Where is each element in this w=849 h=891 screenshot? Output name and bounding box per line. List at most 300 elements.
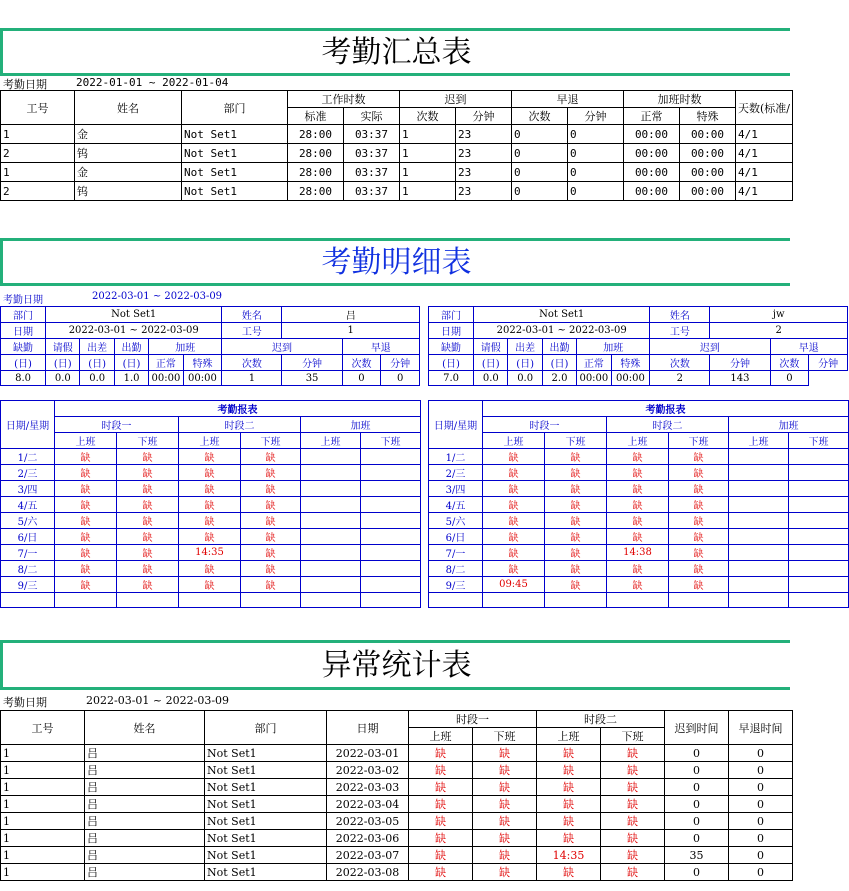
table-row	[1, 577, 421, 593]
table-cell: 23	[456, 182, 512, 201]
table-cell: 缺	[537, 813, 601, 830]
punch-cell: 缺	[117, 465, 179, 481]
table-cell: 00:00	[680, 163, 736, 182]
detail-info-left	[0, 306, 420, 386]
hdr-minutes: 分钟	[456, 108, 512, 125]
empty-cell	[361, 513, 421, 529]
punch-cell: 缺	[669, 529, 729, 545]
table-cell: 00:00	[624, 125, 680, 144]
hdr-overtime: 加班时数	[624, 91, 736, 108]
punch-cell: 缺	[669, 481, 729, 497]
absent-label: 缺勤	[429, 339, 474, 355]
day-unit-label: (日)	[474, 355, 508, 371]
table-cell: 0	[665, 813, 729, 830]
dept-value: Not Set1	[474, 307, 650, 323]
empty-cell	[1, 593, 55, 608]
empty-cell	[789, 545, 849, 561]
day-unit-label: (日)	[542, 355, 576, 371]
punch-cell: 缺	[55, 497, 117, 513]
table-cell: 1	[400, 182, 456, 201]
table-cell: 0	[568, 125, 624, 144]
table-row	[1, 513, 421, 529]
table-cell: 吕	[85, 847, 205, 864]
punch-cell: 缺	[483, 449, 545, 465]
overtime-label: 加班	[149, 339, 222, 355]
table-cell: 钨	[75, 182, 182, 201]
table-cell: 0	[665, 779, 729, 796]
table-cell: 1	[1, 813, 85, 830]
table-cell: 2	[1, 144, 75, 163]
day-label: 3/四	[429, 481, 483, 497]
abnormal-date-range: 2022-03-01 ~ 2022-03-09	[86, 694, 230, 707]
hdr-days: 天数(标准/	[736, 91, 793, 125]
stat-value: 2	[650, 371, 710, 386]
table-cell: 0	[568, 182, 624, 201]
table-cell: 00:00	[680, 125, 736, 144]
stat-value: 1.0	[114, 371, 148, 386]
table-cell: 2022-03-06	[327, 830, 409, 847]
day-label: 8/二	[429, 561, 483, 577]
punch-cell: 缺	[117, 561, 179, 577]
stat-value: 8.0	[1, 371, 46, 386]
empty-cell	[301, 593, 361, 608]
table-cell: 1	[1, 864, 85, 881]
table-row	[1, 796, 793, 813]
empty-cell	[789, 465, 849, 481]
empty-cell	[361, 449, 421, 465]
table-cell: 缺	[601, 745, 665, 762]
table-cell: 0	[512, 125, 568, 144]
on-header: 上班	[729, 433, 789, 449]
table-row	[429, 561, 849, 577]
table-cell: 缺	[409, 745, 473, 762]
day-label: 6/日	[429, 529, 483, 545]
minutes-label: 分钟	[381, 355, 420, 371]
empty-cell	[789, 577, 849, 593]
day-label: 4/五	[1, 497, 55, 513]
table-cell: 4/1	[736, 182, 793, 201]
empty-cell	[361, 529, 421, 545]
empty-cell	[301, 561, 361, 577]
leave-label: 请假	[474, 339, 508, 355]
empty-cell	[179, 593, 241, 608]
name-value: jw	[710, 307, 848, 323]
hdr-times: 次数	[400, 108, 456, 125]
report-title: 考勤报表	[483, 401, 849, 417]
stat-value: 0.0	[80, 371, 114, 386]
table-row	[429, 513, 849, 529]
table-cell: 缺	[409, 813, 473, 830]
empty-cell	[361, 481, 421, 497]
punch-cell: 缺	[117, 513, 179, 529]
ot-header: 加班	[729, 417, 849, 433]
table-cell: 00:00	[680, 182, 736, 201]
table-cell: Not Set1	[205, 864, 327, 881]
stat-value: 1	[222, 371, 282, 386]
punch-cell: 缺	[607, 513, 669, 529]
hdr-normal: 正常	[624, 108, 680, 125]
punch-cell: 缺	[55, 529, 117, 545]
stat-value: 0	[381, 371, 420, 386]
day-label: 7/一	[1, 545, 55, 561]
table-cell: Not Set1	[205, 779, 327, 796]
empty-cell	[607, 593, 669, 608]
hdr-actual: 实际	[344, 108, 400, 125]
table-cell: 缺	[473, 796, 537, 813]
table-cell: 23	[456, 144, 512, 163]
empty-cell	[301, 545, 361, 561]
hdr-dept: 部门	[182, 91, 288, 125]
table-cell: 缺	[409, 847, 473, 864]
table-cell: 吕	[85, 762, 205, 779]
hdr-late: 迟到	[400, 91, 512, 108]
table-cell: 03:37	[344, 144, 400, 163]
day-label: 9/三	[1, 577, 55, 593]
table-cell: 1	[1, 762, 85, 779]
table-cell: 0	[665, 796, 729, 813]
empty-cell	[361, 497, 421, 513]
table-row	[1, 125, 793, 144]
table-cell: Not Set1	[205, 813, 327, 830]
table-cell: Not Set1	[205, 745, 327, 762]
times-label: 次数	[650, 355, 710, 371]
empty-cell	[301, 513, 361, 529]
table-cell: 2022-03-02	[327, 762, 409, 779]
punch-cell: 缺	[669, 497, 729, 513]
punch-cell: 缺	[241, 561, 301, 577]
table-cell: 缺	[473, 864, 537, 881]
empty-cell	[301, 529, 361, 545]
table-cell: 1	[1, 847, 85, 864]
stat-value: 7.0	[429, 371, 474, 386]
ab-hdr-off1: 下班	[473, 728, 537, 745]
on-header: 上班	[301, 433, 361, 449]
table-cell: 1	[1, 796, 85, 813]
hdr-std: 标准	[288, 108, 344, 125]
day-unit-label: (日)	[46, 355, 80, 371]
detail-info-right	[428, 306, 848, 386]
empty-cell	[241, 593, 301, 608]
punch-cell: 缺	[55, 545, 117, 561]
table-cell: 28:00	[288, 144, 344, 163]
table-cell: 缺	[601, 779, 665, 796]
punch-cell: 缺	[241, 497, 301, 513]
times-label: 次数	[222, 355, 282, 371]
day-label: 8/二	[1, 561, 55, 577]
empty-cell	[729, 529, 789, 545]
table-cell: 0	[729, 796, 793, 813]
table-cell: 缺	[473, 762, 537, 779]
table-cell: 03:37	[344, 182, 400, 201]
table-cell: Not Set1	[205, 762, 327, 779]
table-row	[429, 465, 849, 481]
detail-date-range: 2022-03-01 ~ 2022-03-09	[92, 291, 223, 302]
normal-label: 正常	[577, 355, 611, 371]
table-row	[1, 449, 421, 465]
early-label: 早退	[342, 339, 419, 355]
punch-cell: 缺	[545, 529, 607, 545]
hdr-minutes2: 分钟	[568, 108, 624, 125]
ab-hdr-dept: 部门	[205, 711, 327, 745]
table-cell: 0	[729, 813, 793, 830]
empty-cell	[729, 561, 789, 577]
name-label: 姓名	[650, 307, 710, 323]
day-unit-label: (日)	[508, 355, 542, 371]
punch-cell: 缺	[179, 577, 241, 593]
table-row	[1, 545, 421, 561]
empty-cell	[789, 481, 849, 497]
punch-cell: 缺	[55, 561, 117, 577]
day-label: 3/四	[1, 481, 55, 497]
table-cell: 0	[729, 864, 793, 881]
dept-label: 部门	[1, 307, 46, 323]
table-cell: 缺	[409, 864, 473, 881]
table-cell: 缺	[409, 830, 473, 847]
table-cell: 缺	[537, 796, 601, 813]
trip-label: 出差	[508, 339, 542, 355]
slot2-header: 时段二	[607, 417, 729, 433]
ab-hdr-id: 工号	[1, 711, 85, 745]
day-label: 2/三	[429, 465, 483, 481]
table-cell: 缺	[473, 745, 537, 762]
empty-cell	[301, 449, 361, 465]
table-cell: 缺	[601, 847, 665, 864]
stat-value: 0	[342, 371, 381, 386]
punch-cell: 缺	[55, 465, 117, 481]
empty-cell	[361, 545, 421, 561]
stat-value: 143	[710, 371, 770, 386]
table-cell: Not Set1	[182, 182, 288, 201]
on-header: 上班	[483, 433, 545, 449]
day-unit-label: (日)	[429, 355, 474, 371]
table-cell: 缺	[601, 864, 665, 881]
empty-cell	[729, 513, 789, 529]
name-value: 吕	[282, 307, 420, 323]
table-cell: 1	[400, 144, 456, 163]
off-header: 下班	[241, 433, 301, 449]
ab-hdr-on2: 上班	[537, 728, 601, 745]
stat-value: 0.0	[508, 371, 542, 386]
empty-cell	[483, 593, 545, 608]
name-label: 姓名	[222, 307, 282, 323]
table-cell: 0	[568, 163, 624, 182]
empty-cell	[789, 593, 849, 608]
punch-cell: 缺	[241, 449, 301, 465]
special-label: 特殊	[611, 355, 650, 371]
punch-cell: 缺	[241, 513, 301, 529]
table-cell: 28:00	[288, 182, 344, 201]
slot1-header: 时段一	[55, 417, 179, 433]
table-row	[1, 762, 793, 779]
punch-cell: 缺	[545, 513, 607, 529]
day-label: 5/六	[1, 513, 55, 529]
table-cell: 2022-03-07	[327, 847, 409, 864]
punch-cell: 缺	[241, 481, 301, 497]
table-row	[1, 561, 421, 577]
table-row	[1, 779, 793, 796]
hdr-early: 早退	[512, 91, 624, 108]
punch-cell: 缺	[607, 529, 669, 545]
trip-label: 出差	[80, 339, 114, 355]
empty-cell	[729, 593, 789, 608]
minutes-label: 分钟	[809, 355, 848, 371]
on-header: 上班	[55, 433, 117, 449]
ab-hdr-late: 迟到时间	[665, 711, 729, 745]
punch-cell: 缺	[179, 497, 241, 513]
table-cell: 4/1	[736, 163, 793, 182]
empty-cell	[361, 561, 421, 577]
table-cell: Not Set1	[205, 847, 327, 864]
blank-row	[1, 593, 421, 608]
table-cell: 吕	[85, 745, 205, 762]
day-unit-label: (日)	[114, 355, 148, 371]
punch-cell: 缺	[669, 513, 729, 529]
id-value: 1	[282, 323, 420, 339]
table-cell: 金	[75, 163, 182, 182]
abnormal-title: 异常统计表	[0, 640, 790, 690]
ab-hdr-slot1: 时段一	[409, 711, 537, 728]
table-cell: Not Set1	[182, 163, 288, 182]
punch-cell: 缺	[241, 529, 301, 545]
table-row	[1, 847, 793, 864]
punch-cell: 缺	[483, 497, 545, 513]
table-cell: 0	[729, 762, 793, 779]
table-cell: 1	[1, 830, 85, 847]
empty-cell	[55, 593, 117, 608]
stat-value: 00:00	[577, 371, 611, 386]
empty-cell	[729, 465, 789, 481]
ab-hdr-on1: 上班	[409, 728, 473, 745]
table-cell: 4/1	[736, 144, 793, 163]
table-row	[1, 465, 421, 481]
punch-cell: 缺	[117, 577, 179, 593]
on-header: 上班	[607, 433, 669, 449]
abnormal-table	[0, 710, 793, 881]
table-cell: 缺	[409, 796, 473, 813]
times-label: 次数	[770, 355, 809, 371]
table-cell: 吕	[85, 830, 205, 847]
table-row	[1, 144, 793, 163]
table-cell: 1	[1, 163, 75, 182]
table-cell: 2022-03-04	[327, 796, 409, 813]
table-cell: 缺	[537, 864, 601, 881]
empty-cell	[117, 593, 179, 608]
table-cell: 23	[456, 163, 512, 182]
punch-cell: 缺	[179, 561, 241, 577]
overtime-label: 加班	[577, 339, 650, 355]
table-cell: 吕	[85, 796, 205, 813]
punch-cell: 缺	[179, 529, 241, 545]
punch-cell: 缺	[55, 481, 117, 497]
hdr-special: 特殊	[680, 108, 736, 125]
table-cell: 0	[665, 864, 729, 881]
table-row	[1, 864, 793, 881]
leave-label: 请假	[46, 339, 80, 355]
punch-cell: 缺	[241, 465, 301, 481]
table-row	[1, 481, 421, 497]
summary-date-label: 考勤日期	[3, 78, 47, 91]
stat-value: 0	[770, 371, 809, 386]
date-value: 2022-03-01 ~ 2022-03-09	[46, 323, 222, 339]
absent-label: 缺勤	[1, 339, 46, 355]
empty-cell	[301, 577, 361, 593]
off-header: 下班	[789, 433, 849, 449]
normal-label: 正常	[149, 355, 183, 371]
table-cell: 0	[512, 144, 568, 163]
detail-title: 考勤明细表	[0, 238, 790, 286]
ab-hdr-name: 姓名	[85, 711, 205, 745]
table-cell: 0	[512, 163, 568, 182]
table-cell: 0	[729, 830, 793, 847]
table-cell: 1	[400, 163, 456, 182]
table-cell: 吕	[85, 779, 205, 796]
empty-cell	[729, 449, 789, 465]
day-unit-label: (日)	[80, 355, 114, 371]
punch-cell: 14:38	[607, 545, 669, 561]
table-cell: 0	[512, 182, 568, 201]
punch-cell: 缺	[669, 465, 729, 481]
empty-cell	[729, 481, 789, 497]
table-cell: 28:00	[288, 125, 344, 144]
punch-cell: 缺	[669, 449, 729, 465]
summary-date-range: 2022-01-01 ~ 2022-01-04	[76, 76, 229, 89]
punch-cell: 缺	[669, 577, 729, 593]
punch-cell: 缺	[179, 465, 241, 481]
punch-cell: 缺	[117, 481, 179, 497]
table-row	[1, 529, 421, 545]
table-cell: 缺	[473, 813, 537, 830]
punch-cell: 缺	[607, 481, 669, 497]
table-cell: 0	[568, 144, 624, 163]
stat-value: 2.0	[542, 371, 576, 386]
day-label: 6/日	[1, 529, 55, 545]
empty-cell	[669, 593, 729, 608]
empty-cell	[429, 593, 483, 608]
table-row	[1, 830, 793, 847]
punch-cell: 缺	[545, 577, 607, 593]
id-label: 工号	[222, 323, 282, 339]
table-cell: 0	[665, 830, 729, 847]
out-label: 出勤	[114, 339, 148, 355]
table-row	[1, 497, 421, 513]
date-week-header: 日期/星期	[1, 401, 55, 449]
detail-report-left	[0, 400, 421, 608]
day-label: 4/五	[429, 497, 483, 513]
punch-cell: 缺	[179, 481, 241, 497]
stat-value: 00:00	[611, 371, 650, 386]
table-cell: 0	[729, 745, 793, 762]
table-cell: 00:00	[680, 144, 736, 163]
late-label: 迟到	[650, 339, 770, 355]
table-cell: 钨	[75, 144, 182, 163]
punch-cell: 缺	[607, 465, 669, 481]
table-cell: 1	[400, 125, 456, 144]
punch-cell: 缺	[117, 449, 179, 465]
minutes-label: 分钟	[710, 355, 770, 371]
stat-value: 0.0	[474, 371, 508, 386]
table-cell: 0	[665, 745, 729, 762]
empty-cell	[545, 593, 607, 608]
dept-label: 部门	[429, 307, 474, 323]
table-cell: 缺	[473, 847, 537, 864]
abnormal-date-label: 考勤日期	[3, 696, 47, 709]
slot2-header: 时段二	[179, 417, 301, 433]
table-cell: 缺	[537, 779, 601, 796]
table-cell: 03:37	[344, 125, 400, 144]
off-header: 下班	[545, 433, 607, 449]
empty-cell	[301, 465, 361, 481]
minutes-label: 分钟	[282, 355, 342, 371]
